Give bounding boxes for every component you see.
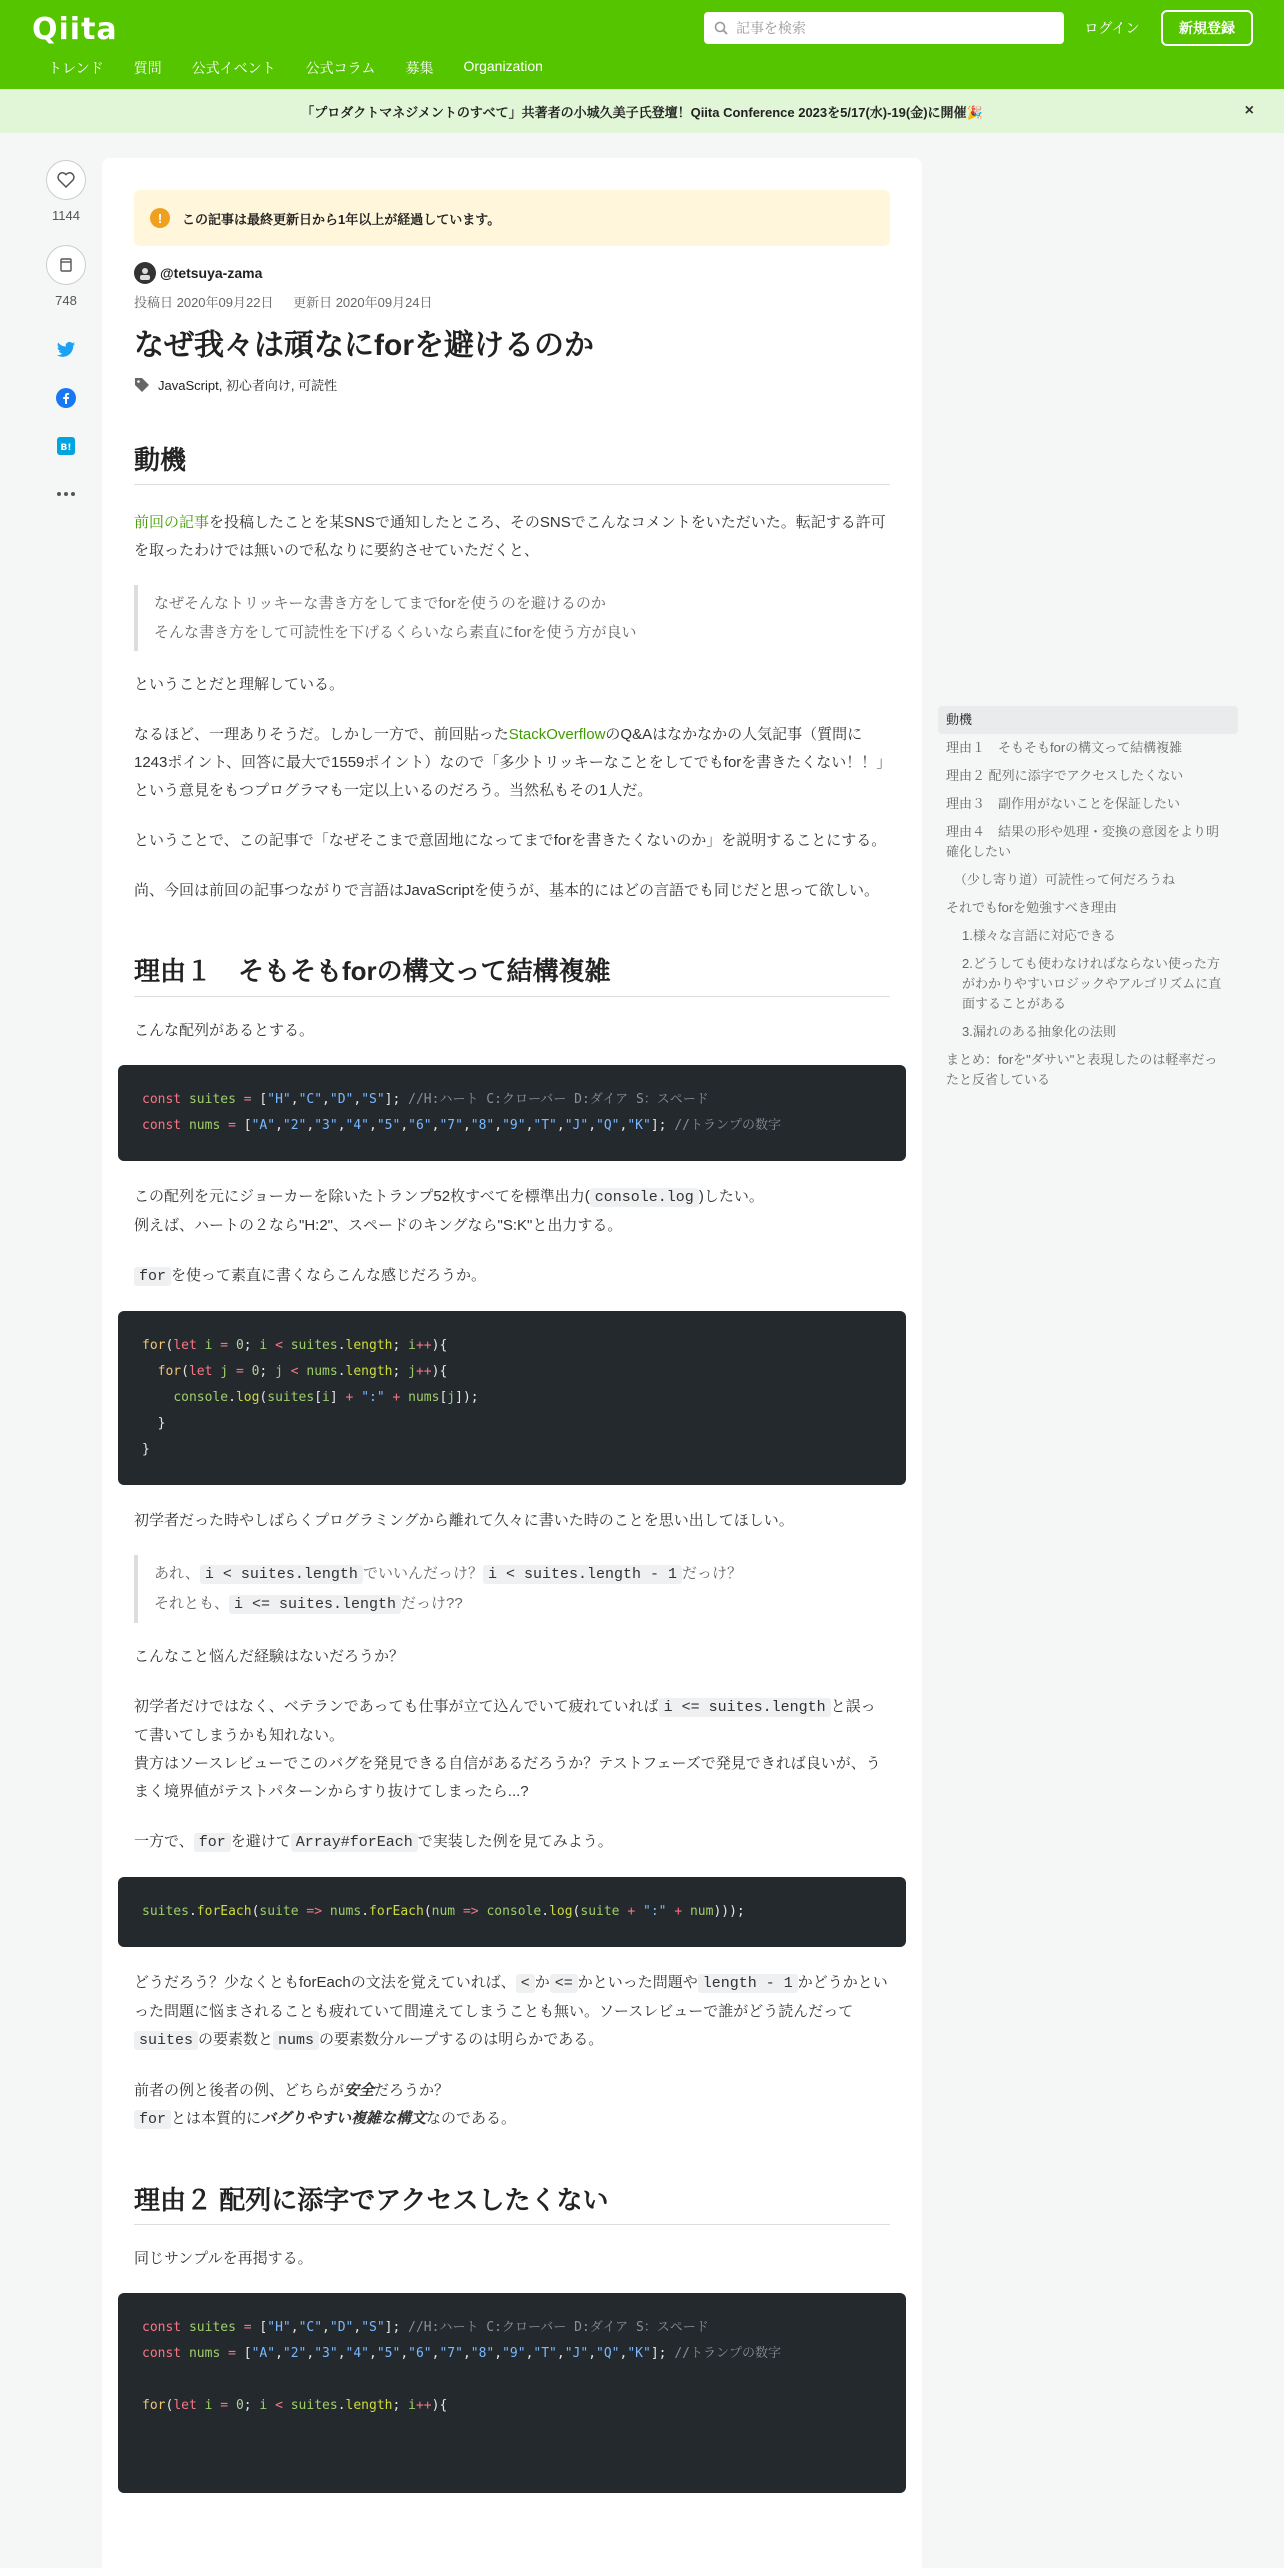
toc-item[interactable]: まとめ：forを"ダサい"と表現したのは軽率だったと反省している: [946, 1052, 1218, 1087]
paragraph-text: 貴方はソースレビューでこのバグを発見できる自信があるだろうか？テストフェーズで発見できれば良いが、うまく境界値がテストパターンからすり抜けてしまったら...?: [134, 1754, 881, 1800]
qiita-logo[interactable]: Qiita: [32, 12, 118, 47]
paragraph: [134, 2077, 890, 2134]
quote-text: だっけ??: [401, 1594, 463, 1612]
login-button[interactable]: ログイン: [1084, 20, 1140, 36]
author-name[interactable]: @tetsuya-zama: [160, 265, 263, 281]
inline-code: console.log: [590, 1188, 699, 1207]
toc-item[interactable]: それでもforを勉強すべき理由: [946, 900, 1117, 915]
inline-code: nums: [273, 2031, 319, 2050]
paragraph-text: 例えば、ハートの２なら"H:2"、スペードのキングなら"S:K"と出力する。: [134, 1216, 623, 1234]
like-count: 1144: [52, 208, 80, 223]
quote-text: それとも、: [154, 1594, 230, 1612]
emphasis: バグりやすい複雑な構文: [261, 2109, 427, 2127]
warning-icon: !: [150, 208, 170, 228]
paragraph: [134, 1693, 890, 1806]
quote-line: [154, 1589, 874, 1619]
more-options-button[interactable]: [46, 474, 86, 514]
paragraph-text: かといった問題や: [577, 1973, 698, 1991]
paragraph: [134, 1183, 890, 1240]
page-title: なぜ我々は頑なにforを避けるのか: [134, 329, 594, 362]
paragraph-text: なのである。: [426, 2109, 517, 2127]
inline-code: for: [134, 2110, 171, 2129]
inline-code: i <= suites.length: [229, 1595, 401, 1614]
stock-count: 748: [55, 293, 77, 308]
paragraph: [134, 1969, 890, 2055]
code-block[interactable]: const suites = ["H","C","D","S"]; //H:ハート C:クローバー D:ダイア S：スペード const nums = ["A","2","3","4","5","6","7","8","9","T","J","Q","K"]; //トランプの数字: [118, 1065, 906, 1161]
paragraph-text: を避けて: [230, 1832, 291, 1850]
blockquote: [134, 1555, 890, 1623]
like-button[interactable]: [46, 160, 86, 200]
close-icon[interactable]: ×: [1244, 102, 1254, 119]
author-info[interactable]: [134, 262, 890, 284]
inline-code: i <= suites.length: [659, 1698, 831, 1717]
paragraph-text: 初学者だけではなく、ベテランであっても仕事が立て込んでいて疲れていれば: [134, 1697, 659, 1715]
inline-code: suites: [134, 2031, 198, 2050]
paragraph: 初学者だった時やしばらくプログラミングから離れて久々に書いた時のことを思い出してほしい。: [134, 1511, 794, 1529]
paragraph: 同じサンプルを再掲する。: [134, 2250, 313, 2268]
toc-item[interactable]: 動機: [938, 706, 1238, 734]
article-body: [102, 158, 922, 2568]
toc-item[interactable]: 理由２ 配列に添字でアクセスしたくない: [946, 768, 1184, 783]
inline-code: <: [516, 1974, 535, 1993]
article-actions: [46, 160, 86, 522]
paragraph-text: と誤って書いてしまうかも知れない。: [134, 1697, 876, 1744]
updated-date: 更新日 2020年09月24日: [293, 295, 433, 310]
paragraph: ということで、この記事で「なぜそこまで意固地になってまでforを書きたくないのか」を説明することにする。: [134, 832, 887, 850]
paragraph: [134, 721, 890, 805]
facebook-icon: [56, 388, 76, 408]
paragraph-text: の要素数分ループするのは明らかである。: [319, 2030, 604, 2048]
heading-motive: 動機: [134, 442, 890, 485]
paragraph-text: か: [534, 1973, 550, 1991]
paragraph-text: を使って素直に書くならこんな感じだろうか。: [171, 1266, 487, 1284]
quote-line: そんな書き方をして可読性を下げるくらいなら素直にforを使う方が良い: [154, 624, 637, 642]
twitter-share-button[interactable]: [46, 330, 86, 370]
quote-text: あれ、: [154, 1564, 200, 1582]
quote-text: でいいんだっけ？: [362, 1564, 483, 1582]
inline-code: <=: [550, 1974, 578, 1993]
search-placeholder: 記事を検索: [736, 20, 806, 36]
paragraph-text: この配列を元にジョーカーを除いたトランプ52枚すべてを標準出力(: [134, 1187, 590, 1205]
quote-line: [154, 1559, 874, 1589]
avatar-image-icon: [138, 266, 152, 280]
nav-item-organization[interactable]: Organization: [463, 58, 543, 74]
inline-code: Array#forEach: [291, 1833, 418, 1852]
toc-item[interactable]: 理由３ 副作用がないことを保証したい: [946, 796, 1181, 811]
inline-code: i < suites.length - 1: [483, 1565, 682, 1584]
stock-button[interactable]: [46, 245, 86, 285]
tag-list: [134, 375, 890, 394]
table-of-contents: [938, 706, 1238, 1094]
signup-button[interactable]: 新規登録: [1161, 10, 1253, 46]
paragraph-text: )したい。: [698, 1187, 764, 1205]
search-icon: [714, 21, 728, 35]
paragraph: [134, 509, 890, 565]
toc-item[interactable]: 理由４ 結果の形や処理・変換の意図をより明確化したい: [946, 824, 1220, 859]
paragraph: [134, 1828, 890, 1857]
outdated-warning: [134, 190, 890, 246]
code-block[interactable]: const suites = ["H","C","D","S"]; //H:ハート C:クローバー D:ダイア S：スペード const nums = ["A","2","3","4","5","6","7","8","9","T","J","Q","K"]; //トランプの数字 for(let i = 0; i < suites.length; i++){: [118, 2293, 906, 2493]
site-header: [0, 0, 1284, 89]
inline-code: for: [134, 1267, 171, 1286]
paragraph-text: なるほど、一理ありそうだ。しかし一方で、前回貼った: [134, 726, 509, 744]
banner-text[interactable]: 「プロダクトマネジメントのすべて」共著者の小城久美子氏登壇！Qiita Conference 2023を5/17(水)-19(金)に開催🎉: [301, 104, 983, 120]
tag-icon: [134, 377, 150, 393]
nav-item-column[interactable]: 公式コラム: [305, 60, 376, 76]
article-dates: [134, 292, 890, 311]
paragraph-text: どうだろう？少なくともforEachの文法を覚えていれば、: [134, 1973, 516, 1991]
blockquote: [134, 585, 890, 651]
paragraph: [134, 1262, 890, 1291]
paragraph-text: とは本質的に: [171, 2109, 262, 2127]
heart-icon: [57, 172, 75, 188]
toc-item[interactable]: 理由１ そもそもforの構文って結構複雑: [946, 740, 1183, 755]
inline-code: i < suites.length: [200, 1565, 363, 1584]
paragraph-text: 一方で、: [134, 1832, 194, 1850]
toc-item[interactable]: 3.漏れのある抽象化の法則: [962, 1024, 1116, 1039]
paragraph: ということだと理解している。: [134, 676, 345, 694]
paragraph-text: 前者の例と後者の例、どちらが: [134, 2081, 345, 2099]
warning-text: この記事は最終更新日から1年以上が経過しています。: [182, 211, 501, 227]
inline-code: for: [194, 1833, 231, 1852]
paragraph-text: の要素数と: [198, 2030, 274, 2048]
stackoverflow-link[interactable]: StackOverflow: [508, 726, 606, 744]
hatena-bookmark-button[interactable]: [46, 426, 86, 466]
posted-date: 投稿日 2020年09月22日: [134, 295, 274, 310]
nav-item-events[interactable]: 公式イベント: [191, 60, 276, 76]
nav-item-question[interactable]: 質問: [133, 60, 162, 76]
paragraph-text: のQ&Aはなかなかの人気記事（質問に1243ポイント、回答に最大で1559ポイント）なので「多少トリッキーなことをしてでもforを書きたくない！！」という意見をもつプログラマも一定以上いるのだろう。当然私もその1人だ。: [134, 726, 884, 800]
previous-article-link[interactable]: 前回の記事: [134, 514, 210, 532]
paragraph: こんな配列があるとする。: [134, 1021, 315, 1039]
svg-text:B!: B!: [60, 443, 72, 453]
quote-line: なぜそんなトリッキーな書き方をしてまでforを使うのを避けるのか: [154, 595, 606, 613]
paragraph: こんなこと悩んだ経験はないだろうか？: [134, 1647, 405, 1665]
twitter-icon: [56, 341, 76, 359]
quote-text: だっけ？: [681, 1564, 742, 1582]
hatena-icon: [57, 437, 75, 455]
emphasis: 安全: [344, 2081, 375, 2099]
heading-reason2: 理由２ 配列に添字でアクセスしたくない: [134, 2182, 890, 2225]
code-block[interactable]: for(let i = 0; i < suites.length; i++){ for(let j = 0; j < nums.length; j++){ console.log(suites[i] + ":" + nums[j]); } }: [118, 1311, 906, 1485]
nav-item-recruit[interactable]: 募集: [405, 60, 434, 76]
more-icon: [57, 492, 75, 496]
paragraph-text: かどうかといった問題に悩まされることも疲れていて間違えてしまうことも無い。ソースレビューで誰がどう読んだって: [134, 1973, 888, 2020]
toc-item[interactable]: （少し寄り道）可読性って何だろうね: [954, 872, 1176, 887]
paragraph-text: を投稿したことを某SNSで通知したところ、そのSNSでこんなコメントをいただいた。転記する許可を取ったわけでは無いので私なりに要約させていただくと、: [134, 514, 886, 560]
nav-item-trend[interactable]: トレンド: [48, 60, 104, 76]
facebook-share-button[interactable]: [46, 378, 86, 418]
paragraph: 尚、今回は前回の記事つながりで言語はJavaScriptを使うが、基本的にはどの言語でも同じだと思って欲しい。: [134, 882, 880, 900]
heading-reason1: 理由１ そもそもforの構文って結構複雑: [134, 953, 890, 996]
inline-code: length - 1: [698, 1974, 798, 1993]
avatar[interactable]: [134, 262, 156, 284]
announcement-banner[interactable]: [0, 89, 1284, 133]
paragraph-text: で実装した例を見てみよう。: [417, 1832, 613, 1850]
search-input[interactable]: [704, 12, 1064, 44]
toc-item[interactable]: 2.どうしても使わなければならない使った方がわかりやすいロジックやアルゴリズムに直面することがある: [962, 956, 1222, 1011]
stock-icon: [59, 257, 73, 273]
paragraph-text: だろうか？: [374, 2081, 450, 2099]
toc-item[interactable]: 1.様々な言語に対応できる: [962, 928, 1116, 943]
main-nav: [48, 58, 573, 78]
tags-text[interactable]: JavaScript, 初心者向け, 可読性: [158, 378, 338, 393]
code-block[interactable]: suites.forEach(suite => nums.forEach(num => console.log(suite + ":" + num)));: [118, 1877, 906, 1947]
